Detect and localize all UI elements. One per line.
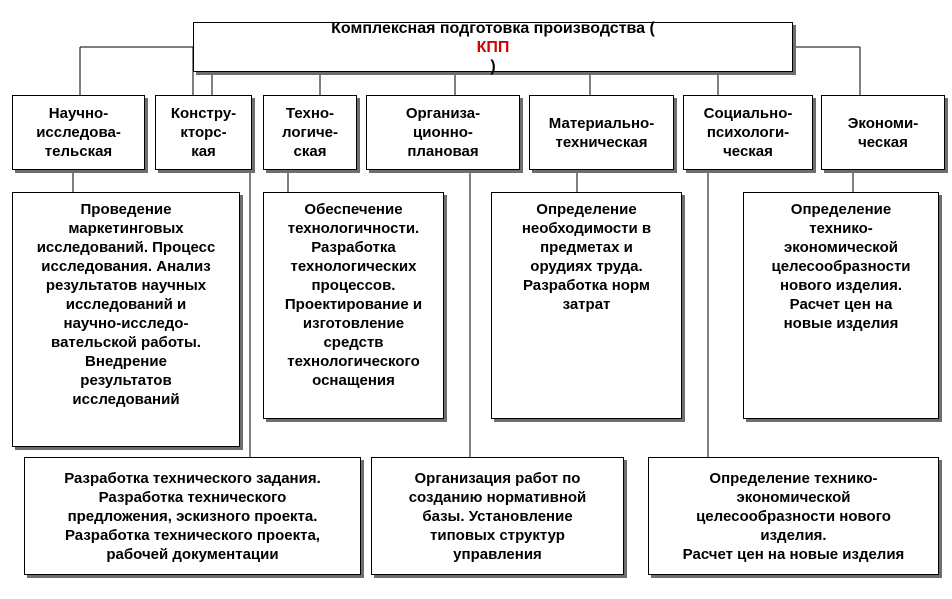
category-label: ционно- <box>413 124 473 141</box>
category-research <box>12 95 145 170</box>
detail-line: целесообразности <box>771 258 911 275</box>
detail-line: вательской работы. <box>51 334 201 351</box>
detail-line: Внедрение <box>85 353 167 370</box>
title-suffix: ) <box>490 57 496 75</box>
main-box <box>193 19 793 75</box>
detail-design <box>24 457 361 575</box>
detail-research <box>12 192 240 447</box>
category-label: психологи- <box>706 124 790 141</box>
detail-line: процессов. <box>311 277 396 294</box>
detail-line: Обеспечение <box>304 201 403 218</box>
detail-line: Разработка <box>311 239 396 256</box>
detail-line: новые изделия <box>783 315 899 332</box>
detail-line: технологичности. <box>287 220 420 237</box>
category-label: Техно- <box>285 105 335 122</box>
detail-line: Разработка технического проекта, <box>65 526 320 544</box>
category-label: Организа- <box>405 105 481 122</box>
detail-line: маркетинговых <box>68 220 184 237</box>
category-design <box>155 95 252 170</box>
detail-line: целесообразности нового <box>696 507 891 525</box>
detail-line: необходимости в <box>521 220 652 237</box>
category-label: логиче- <box>281 124 338 141</box>
detail-line: исследований <box>72 391 180 408</box>
detail-line: Разработка норм <box>522 277 650 294</box>
category-label: плановая <box>407 143 479 160</box>
detail-economic <box>743 192 939 419</box>
detail-line: экономической <box>736 488 851 506</box>
category-label: тельская <box>44 143 113 160</box>
detail-line: нового изделия. <box>780 277 902 294</box>
category-social <box>683 95 813 170</box>
detail-line: результатов <box>80 372 172 389</box>
category-label: кторс- <box>180 124 227 141</box>
detail-line: созданию нормативной <box>408 488 587 506</box>
category-label: ческая <box>858 133 908 151</box>
detail-material <box>491 192 682 419</box>
detail-line: изготовление <box>302 315 405 332</box>
category-label: исследова- <box>36 124 121 141</box>
category-label: Экономи- <box>847 114 919 132</box>
category-label: Научно- <box>48 105 109 122</box>
category-label: Материально- <box>548 114 655 132</box>
detail-line: технологических <box>290 258 417 275</box>
title-text: Комплексная подготовка производства ( <box>331 19 655 37</box>
detail-line: предметах и <box>540 239 633 256</box>
detail-line: Организация работ по <box>414 469 581 487</box>
detail-line: орудиях труда. <box>530 258 643 275</box>
detail-line: научно-исследо- <box>63 315 189 332</box>
category-material <box>529 95 674 170</box>
detail-line: Проектирование и <box>284 296 423 313</box>
detail-line: средств <box>323 334 384 351</box>
category-label: кая <box>191 143 216 160</box>
detail-social <box>648 457 939 575</box>
detail-line: Определение <box>790 201 892 218</box>
detail-line: технологического <box>287 353 420 370</box>
title-abbreviation: КПП <box>476 38 510 56</box>
detail-line: Проведение <box>80 201 172 218</box>
detail-line: технико- <box>809 220 873 237</box>
detail-line: Разработка технического задания. <box>64 469 321 487</box>
category-organization <box>366 95 520 170</box>
detail-organization <box>371 457 624 575</box>
detail-line: экономической <box>784 239 898 256</box>
detail-line: Расчет цен на <box>789 296 893 313</box>
detail-line: базы. Установление <box>422 507 573 525</box>
detail-line: изделия. <box>760 526 827 544</box>
category-label: техническая <box>555 133 648 151</box>
detail-line: управления <box>453 545 542 563</box>
category-technology <box>263 95 357 170</box>
category-label: Констру- <box>170 105 237 122</box>
category-economic <box>821 95 945 170</box>
detail-line: типовых структур <box>430 526 565 544</box>
detail-line: рабочей документации <box>106 545 279 563</box>
detail-line: Определение технико- <box>709 469 878 487</box>
detail-line: Расчет цен на новые изделия <box>682 545 905 563</box>
detail-line: исследования. Анализ <box>41 258 211 275</box>
main-title <box>331 19 655 76</box>
category-label: Социально- <box>703 105 793 122</box>
detail-line: Разработка технического <box>98 488 287 506</box>
detail-technology <box>263 192 444 419</box>
detail-line: предложения, эскизного проекта. <box>67 507 318 525</box>
category-label: ская <box>293 143 327 160</box>
detail-line: исследований. Процесс <box>36 239 216 256</box>
detail-line: результатов научных <box>45 277 207 294</box>
detail-line: затрат <box>562 296 611 313</box>
detail-line: исследований и <box>65 296 187 313</box>
category-label: ческая <box>723 143 773 160</box>
detail-line: Определение <box>536 201 637 218</box>
detail-line: оснащения <box>312 372 395 389</box>
